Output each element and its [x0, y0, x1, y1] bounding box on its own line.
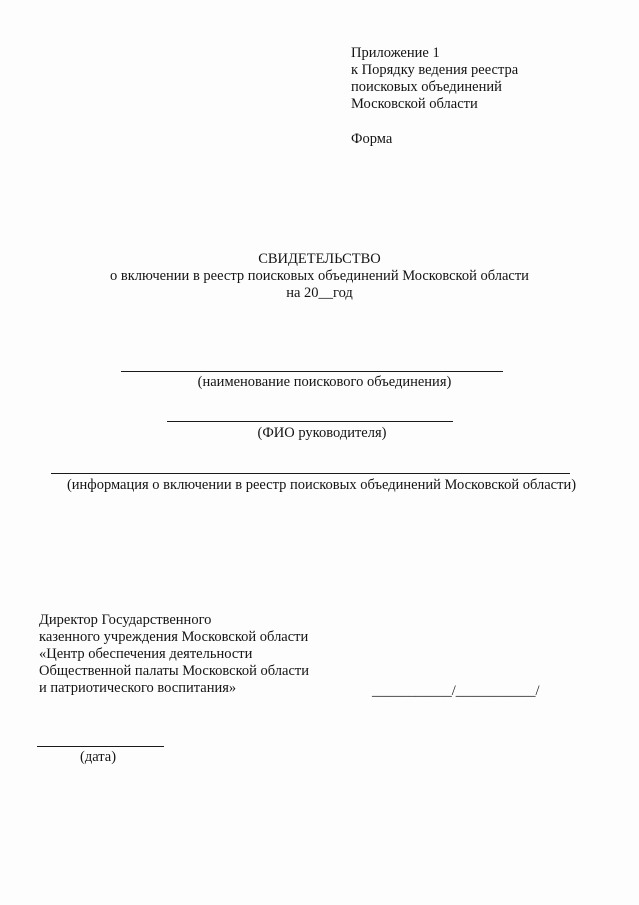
signatory-line: Общественной палаты Московской области	[39, 663, 310, 679]
certificate-subtitle: о включении в реестр поисковых объединений Московской области	[110, 268, 529, 284]
signatory-line: Директор Государственного	[39, 612, 212, 628]
head-name-caption: (ФИО руководителя)	[257, 425, 387, 441]
appendix-header	[351, 45, 611, 113]
appendix-line: Приложение 1	[351, 45, 440, 61]
appendix-line: к Порядку ведения реестра	[351, 62, 519, 78]
certificate-year: на 20__год	[286, 285, 353, 301]
appendix-line: Московской области	[351, 96, 478, 112]
registry-info-caption: (информация о включении в реестр поисковых объединений Московской области)	[66, 477, 577, 493]
signatory-block	[39, 612, 359, 697]
organization-name-line	[121, 371, 503, 372]
organization-name-caption: (наименование поискового объединения)	[197, 374, 452, 390]
signature-line: ___________/___________/	[372, 683, 540, 699]
date-caption: (дата)	[80, 749, 117, 765]
signatory-line: казенного учреждения Московской области	[39, 629, 309, 645]
head-name-line	[167, 421, 453, 422]
registry-info-line	[51, 473, 570, 474]
date-line	[37, 746, 164, 747]
certificate-heading	[0, 251, 639, 302]
appendix-line: поисковых объединений	[351, 79, 502, 95]
signatory-line: и патриотического воспитания»	[39, 680, 237, 696]
form-label: Форма	[351, 131, 393, 147]
signatory-line: «Центр обеспечения деятельности	[39, 646, 253, 662]
certificate-title: СВИДЕТЕЛЬСТВО	[258, 251, 381, 267]
